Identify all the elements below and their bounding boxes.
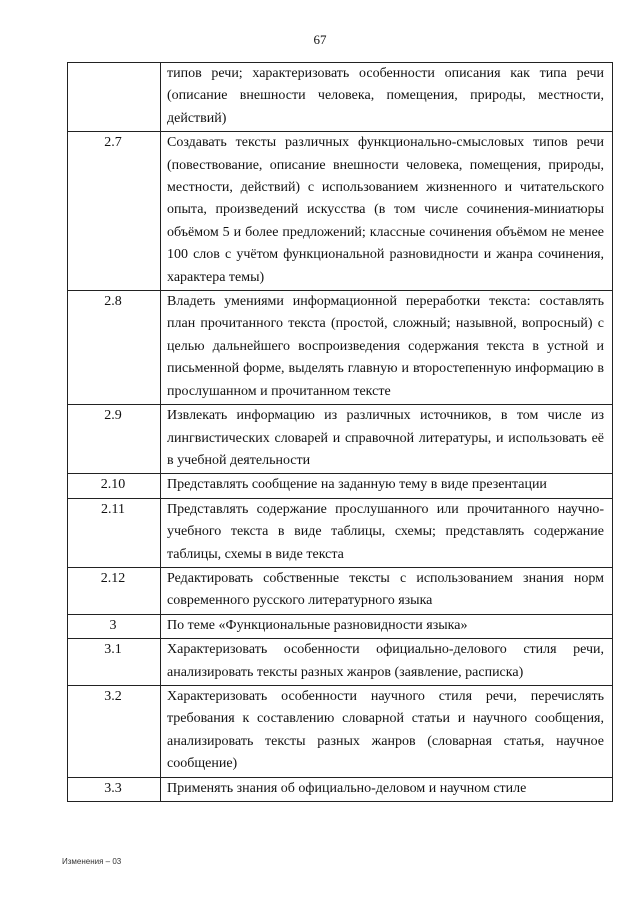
row-text: Создавать тексты различных функционально-смысловых типов речи (повествование, описание внешности человека, помещения, природы, местности, действий) с использованием жизненного и читательского опыта, произведений искусства (в том числе сочинения-миниатюры объёмом 5 и более предложений; классные сочинения объёмом не менее 100 слов с учётом функциональной разновидности и жанра сочинения, характера темы) xyxy=(161,132,613,291)
page-number: 67 xyxy=(313,32,327,47)
table-row xyxy=(68,614,613,638)
row-number: 3 xyxy=(68,614,161,638)
row-text: По теме «Функциональные разновидности языка» xyxy=(161,614,613,638)
table-row xyxy=(68,639,613,686)
row-text: Владеть умениями информационной переработки текста: составлять план прочитанного текста (простой, сложный; назывной, вопросный) с целью дальнейшего воспроизведения содержания текста в устной и письменной форме, выделять главную и второстепенную информацию в прослушанном и прочитанном тексте xyxy=(161,291,613,405)
table-row xyxy=(68,567,613,614)
row-text: Применять знания об официально-деловом и научном стиле xyxy=(161,777,613,801)
row-text: Представлять сообщение на заданную тему в виде презентации xyxy=(161,474,613,498)
row-number: 3.2 xyxy=(68,685,161,777)
row-text: Извлекать информацию из различных источников, в том числе из лингвистических словарей и справочной литературы, и использовать её в учебной деятельности xyxy=(161,405,613,474)
row-text: Характеризовать особенности официально-делового стиля речи, анализировать тексты разных жанров (заявление, расписка) xyxy=(161,639,613,686)
row-number: 2.8 xyxy=(68,291,161,405)
requirements-table xyxy=(67,62,613,802)
row-text: Представлять содержание прослушанного или прочитанного научно-учебного текста в виде таблицы, схемы; представлять содержание таблицы, схемы в виде текста xyxy=(161,498,613,567)
row-text: типов речи; характеризовать особенности описания как типа речи (описание внешности человека, помещения, природы, местности, действий) xyxy=(161,63,613,132)
row-number: 3.1 xyxy=(68,639,161,686)
table-row xyxy=(68,63,613,132)
table-row xyxy=(68,498,613,567)
footer-revision: Изменения – 03 xyxy=(62,857,122,866)
row-number: 2.11 xyxy=(68,498,161,567)
row-text: Характеризовать особенности научного стиля речи, перечислять требования к составлению словарной статьи и научного сообщения, анализировать тексты разных жанров (словарная статья, научное сообщение) xyxy=(161,685,613,777)
table-row xyxy=(68,685,613,777)
table-row xyxy=(68,474,613,498)
row-number: 2.12 xyxy=(68,567,161,614)
row-number: 2.10 xyxy=(68,474,161,498)
row-number: 2.7 xyxy=(68,132,161,291)
row-number xyxy=(68,63,161,132)
row-number: 2.9 xyxy=(68,405,161,474)
table-row xyxy=(68,132,613,291)
table-row xyxy=(68,291,613,405)
row-number: 3.3 xyxy=(68,777,161,801)
table-row xyxy=(68,405,613,474)
table-row xyxy=(68,777,613,801)
row-text: Редактировать собственные тексты с использованием знания норм современного русского литературного языка xyxy=(161,567,613,614)
